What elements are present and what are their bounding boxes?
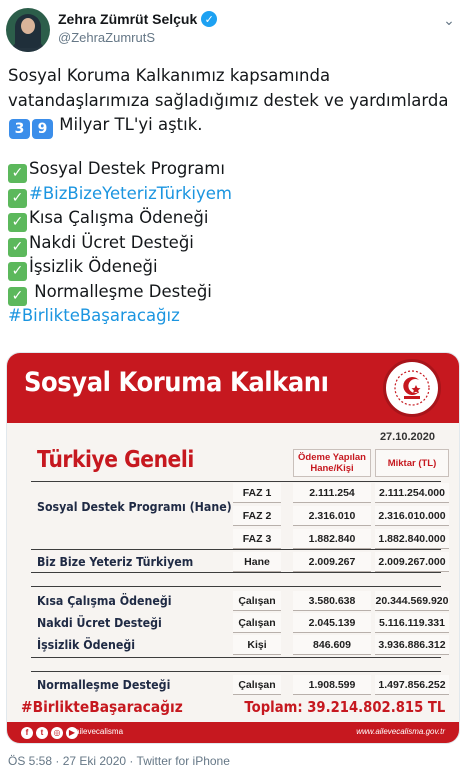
author-name[interactable]: Zehra Zümrüt Selçuk (58, 11, 198, 27)
check-mark-icon: ✓ (8, 238, 27, 257)
check-mark-icon: ✓ (8, 262, 27, 281)
table-cell-amount: 2.111.254.000 (375, 483, 449, 503)
row-label: Biz Bize Yeteriz Türkiyem (37, 555, 194, 569)
divider (31, 586, 441, 587)
column-header-households: Ödeme Yapılan Hane/Kişi (293, 449, 371, 477)
list-item: ✓ Normalleşme Desteği (8, 280, 460, 305)
card-total: Toplam: 39.214.802.815 TL (244, 698, 445, 716)
check-mark-icon: ✓ (8, 189, 27, 208)
table-cell-unit: Çalışan (233, 591, 281, 611)
list-item: ✓ Kısa Çalışma Ödeneği (8, 206, 460, 231)
table-cell-count: 1.908.599 (293, 675, 371, 695)
instagram-icon: ◎ (51, 727, 63, 739)
table-cell-unit: FAZ 2 (233, 506, 281, 526)
list-item: ✓ İşsizlik Ödeneği (8, 255, 460, 280)
hashtag-link[interactable]: #BirlikteBaşaracağız (8, 306, 180, 325)
card-footer-bar (7, 722, 459, 744)
table-cell-count: 3.580.638 (293, 591, 371, 611)
card-date: 27.10.2020 (379, 431, 435, 443)
infographic-image[interactable] (6, 352, 460, 744)
hashtag-link[interactable]: #BizBizeYeterizTürkiyem (29, 183, 232, 203)
table-cell-count: 2.009.267 (293, 552, 371, 572)
chevron-down-icon[interactable]: ⌄ (443, 12, 455, 28)
table-cell-count: 2.316.010 (293, 506, 371, 526)
social-handle: ailevecalisma (75, 727, 124, 736)
tweet-meta[interactable]: ÖS 5:58 · 27 Eki 2020 · Twitter for iPhone (8, 754, 230, 768)
check-mark-icon: ✓ (8, 164, 27, 183)
keycap-digit-icon: 3 (9, 119, 30, 139)
table-cell-count: 2.045.139 (293, 613, 371, 633)
ministry-emblem-icon (383, 359, 441, 417)
tweet-line1: Sosyal Koruma Kalkanımız kapsamında vatandaşlarımıza sağladığımız destek ve yardımlarda (8, 66, 449, 110)
divider (31, 549, 441, 550)
youtube-icon: ▶ (66, 727, 78, 739)
card-banner (7, 353, 459, 423)
table-cell-count: 846.609 (293, 635, 371, 655)
table-cell-count: 1.882.840 (293, 529, 371, 549)
divider (31, 671, 441, 672)
divider (31, 657, 441, 658)
table-cell-unit: FAZ 3 (233, 529, 281, 549)
table-cell-unit: Çalışan (233, 613, 281, 633)
row-label: Kısa Çalışma Ödeneği (37, 594, 172, 608)
column-header-amount: Miktar (TL) (375, 449, 449, 477)
twitter-icon: t (36, 727, 48, 739)
table-cell-amount: 1.497.856.252 (375, 675, 449, 695)
row-label: Normalleşme Desteği (37, 678, 171, 692)
table-cell-unit: Kişi (233, 635, 281, 655)
row-label-sdp: Sosyal Destek Programı (Hane) (37, 500, 232, 514)
row-label: Nakdi Ücret Desteği (37, 616, 162, 630)
card-hashtag: #BirlikteBaşaracağız (21, 698, 183, 716)
card-subtitle: Türkiye Geneli (37, 447, 194, 473)
divider (31, 481, 441, 482)
table-cell-count: 2.111.254 (293, 483, 371, 503)
list-item (8, 182, 460, 207)
card-title: Sosyal Koruma Kalkanı (24, 367, 329, 398)
author-handle[interactable]: @ZehraZumrutS (58, 30, 155, 45)
check-mark-icon: ✓ (8, 213, 27, 232)
row-label: İşsizlik Ödeneği (37, 638, 136, 652)
website: www.ailevecalisma.gov.tr (356, 727, 445, 736)
table-cell-unit: FAZ 1 (233, 483, 281, 503)
list-item: ✓ Nakdi Ücret Desteği (8, 231, 460, 256)
author-name-row[interactable] (58, 11, 217, 27)
facebook-icon: f (21, 727, 33, 739)
table-cell-amount: 5.116.119.331 (375, 613, 449, 633)
divider (31, 572, 441, 573)
social-icons (21, 727, 78, 739)
list-item: ✓ Sosyal Destek Programı (8, 157, 460, 182)
table-cell-amount: 3.936.886.312 (375, 635, 449, 655)
tweet-line1-end: Milyar TL'yi aştık. (59, 115, 203, 134)
table-cell-amount: 1.882.840.000 (375, 529, 449, 549)
table-cell-unit: Çalışan (233, 675, 281, 695)
table-cell-amount: 2.316.010.000 (375, 506, 449, 526)
tweet-intro (8, 64, 460, 139)
check-mark-icon: ✓ (8, 287, 27, 306)
program-list (8, 157, 460, 304)
verified-badge-icon: ✓ (201, 11, 217, 27)
table-cell-unit: Hane (233, 552, 281, 572)
avatar[interactable] (6, 8, 50, 52)
table-cell-amount: 20.344.569.920 (375, 591, 449, 611)
table-cell-amount: 2.009.267.000 (375, 552, 449, 572)
tweet-text (8, 64, 460, 329)
keycap-digit-icon: 9 (32, 119, 53, 139)
